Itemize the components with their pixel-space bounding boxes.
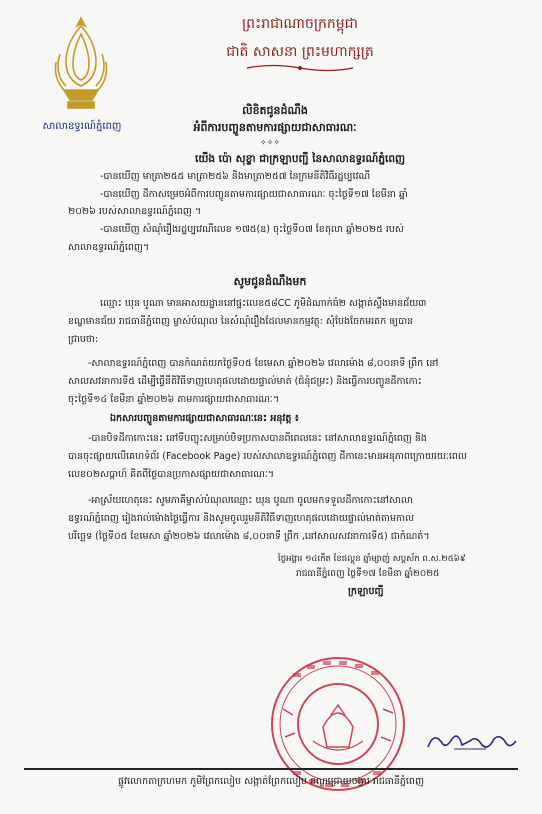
notify-heading: សូមជូនដំណឹងមក [233, 275, 307, 288]
notice-line: បានចុះផ្សាយលើគេហទំព័រ (Facebook Page) របស់សាលាឧទ្ធរណ៍ភ្នំពេញ ដីកានេះមានអនុភាពក្រោយរយៈពេល [68, 451, 467, 462]
reason-line: បរិច្ឆេទ (ថ្ងៃទី០៥ ខែមេសា ឆ្នាំ២០២៦ វេលាម៉ោង ៨,០០នាទី ព្រឹក ,នៅសាលសវនាការទី៥) ជាកំណត់។ [68, 531, 430, 542]
consideration-line: -បានឃើញ មាត្រា២៥៥ មាត្រា២៥៦ និងមាត្រា២៥៧ នៃក្រមនីតិវិធីរដ្ឋប្បវេណី [100, 171, 371, 182]
summons-line: -សាលាឧទ្ធរណ៍ភ្នំពេញ បានកំណត់យកថ្ងៃទី០៥ ខែមេសា ឆ្នាំ២០២៦ វេលាម៉ោង ៨,០០នាទី ព្រឹក នៅ [88, 358, 439, 369]
footer-divider [24, 768, 518, 770]
place-date: រាជធានីភ្នំពេញ ថ្ងៃទី១៧ ខែមីនា ឆ្នាំ២០២៥ [296, 569, 440, 579]
reason-line: -អាស្រ័យហេតុនេះ សូមភាគីម្ចាស់បំណុលឈ្មោះ ឃុន បូណា ចូលមកទទួលដីកាកោះនៅសាលា [88, 495, 413, 506]
consideration-line: -បានឃើញ ដីកាសម្រេចអំពីការបញ្ចូនតាមការផ្សាយជាសាធារណៈ ចុះថ្ងៃទី១៧ ខែមីនា ឆ្នាំ [100, 189, 408, 200]
summons-line: ចុះថ្ងៃទី១៤ ខែមីនា ឆ្នាំ២០២៦ តាមការផ្សាយជាសាធារណៈ។ [68, 394, 280, 405]
title-ornament: ✧✧✧ [259, 138, 281, 147]
notice-line: -បានបិទដីកាកោះនេះ នៅទីបញ្ចុះសម្រាប់បិទប្រកាសបានពីពេលនេះ នៅសាលាឧទ្ធរណ៍ភ្នំពេញ និង [88, 433, 427, 444]
reason-line: ឧទ្ធរណ៍ភ្នំពេញ រៀងរាល់ម៉ោងថ្ងៃធ្វើការ និងសូមចូលរួមនីតិវិធីទាញហេតុផលដោយផ្ទាល់មាត់តាមកាល [68, 513, 415, 524]
signer-role: ក្រឡាបញ្ជី [348, 586, 384, 597]
document-title: លិខិតជូនដំណឹង [242, 104, 308, 117]
national-motto: ជាតិ សាសនា ព្រះមហាក្សត្រ [226, 44, 374, 60]
court-name: សាលាឧទ្ធរណ៍ភ្នំពេញ [42, 121, 122, 132]
handwritten-signature [424, 727, 520, 755]
public-notice-heading: ឯកសារបញ្ចូនតាមការផ្សាយជាសាធារណៈនេះ អនុវត្ត ៖ [110, 413, 299, 424]
court-emblem-logo [52, 14, 110, 114]
consideration-line: សាលាឧទ្ធរណ៍ភ្នំពេញ។ [68, 242, 150, 253]
header-flourish [245, 63, 355, 73]
consideration-line: ២០២៦ របស់សាលាឧទ្ធរណ៍ភ្នំពេញ ។ [68, 206, 202, 217]
body-line: ខណ្ឌមានជ័យ រាជធានីភ្នំពេញ ម្ចាស់បំណុល នៃសំណុំរឿងដែលមានកម្មវត្ថុ: សុំបែងចែកមរតក ឲ្យបាន [68, 316, 414, 327]
body-line: ឈ្មោះ ឃុន បូណា មានអាសយដ្ឋាននៅផ្ទះលេខ៥៨CC ភូមិដំណាក់ធំ២ សង្កាត់ស្ទឹងមានជ័យ៣ [100, 298, 427, 309]
document-subject: អំពីការបញ្ចូនតាមការផ្សាយជាសាធារណៈ [193, 121, 357, 134]
issuer-line: យើង ប៉ោ សុខ្ខា ជាក្រឡាបញ្ជី នៃសាលាឧទ្ធរណ៍ភ្នំពេញ [194, 153, 405, 165]
consideration-line: -បានឃើញ សំណុំរឿងរដ្ឋប្បវេណីលេខ ១៧៥(ឧ) ចុះថ្ងៃទី០៧ ខែតុលា ឆ្នាំ២០២៥ របស់ [100, 224, 404, 235]
lunar-date: ថ្ងៃអង្គារ ១៤កើត ខែផល្គុន ឆ្នាំម្សាញ់ សប្តស័ក ព.ស.២៥៦៩ [278, 554, 466, 564]
summons-line: សាលសវនាការទី៥ ដើម្បីធ្វើនីតិវិធីទាញហេតុផលដោយផ្ទាល់មាត់ (ជំនុំជម្រះ) និងធ្វើការបញ្ចូនដីកាកោះ [68, 376, 422, 387]
kingdom-heading: ព្រះរាជាណាចក្រកម្ពុជា [241, 16, 358, 32]
footer-address: ផ្លូវលោកតាក្រហមក ភូមិព្រែកលៀប សង្កាត់ព្រែកលៀប ខណ្ឌជ្រោយចង្វារ រាជធានីភ្នំពេញ [118, 776, 424, 787]
notice-line: លេខ០២សប្តាហ៍ គិតពីថ្ងៃបានប្រកាសផ្សាយជាសាធារណៈ។ [68, 469, 275, 480]
body-line: ជ្រាបថា: [68, 334, 99, 345]
